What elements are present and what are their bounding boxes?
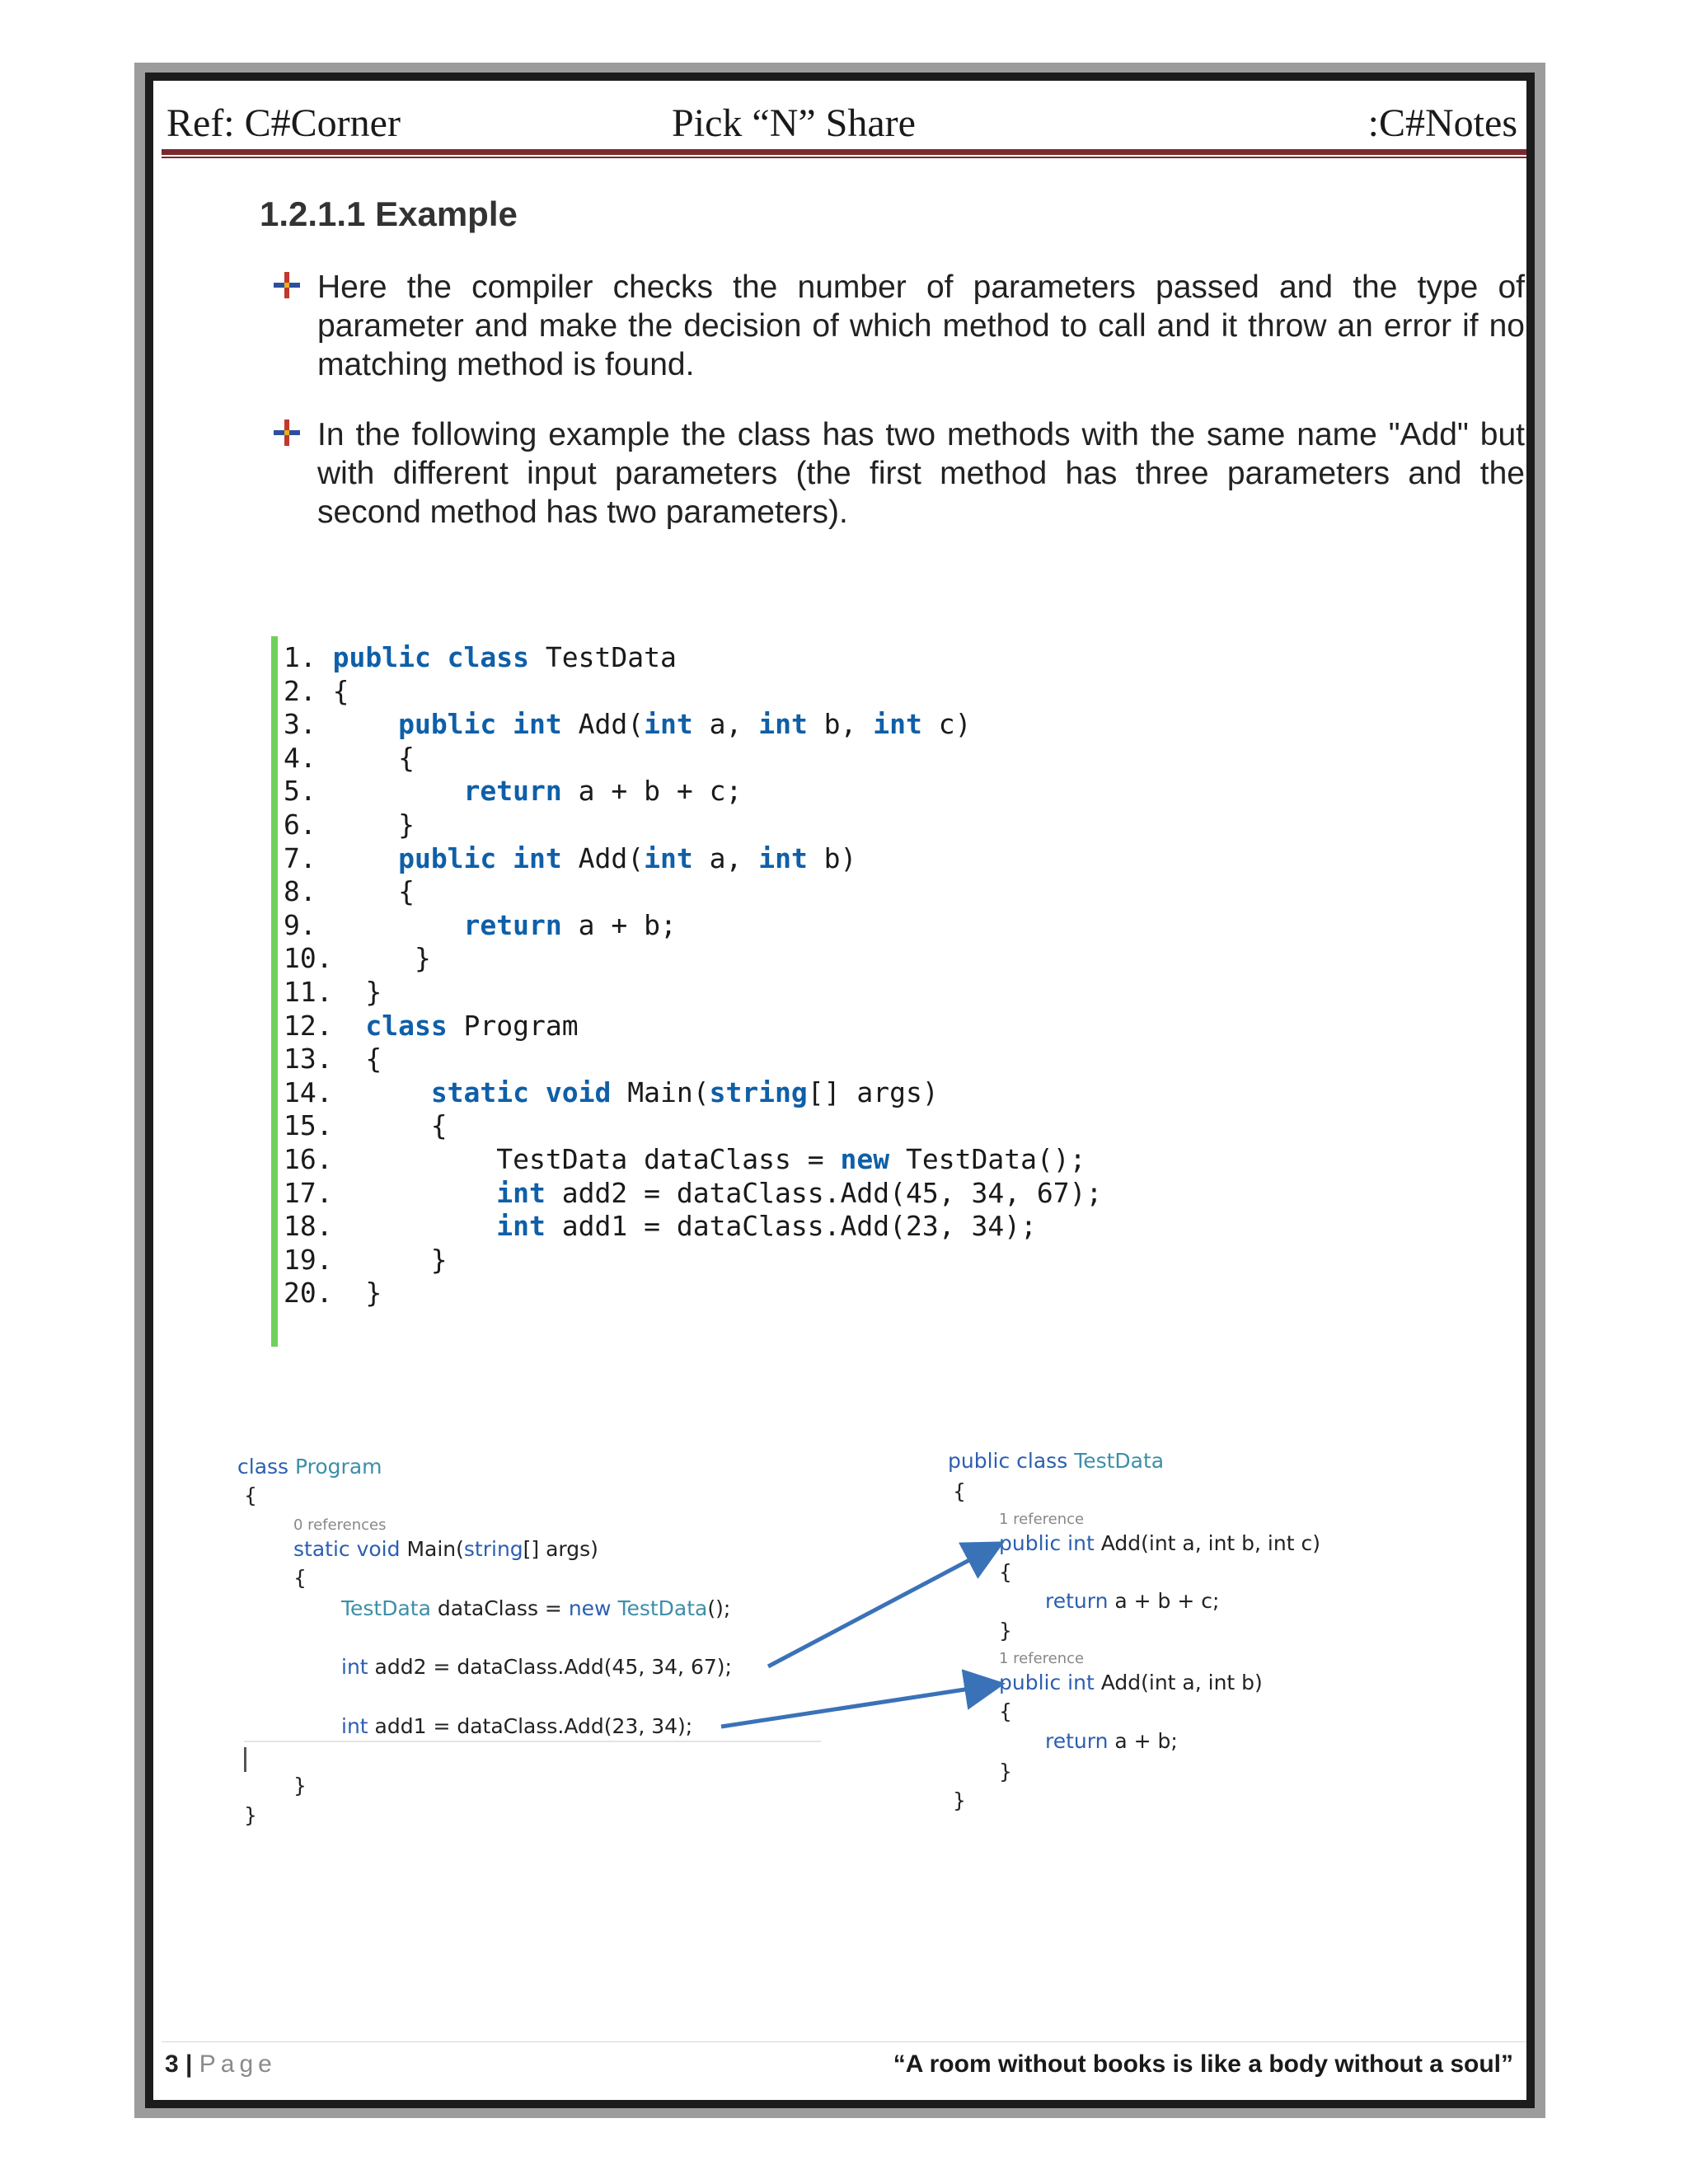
code-text: 11. } <box>284 975 382 1008</box>
code-line <box>284 1043 1102 1076</box>
code-text: 18. <box>284 1210 497 1243</box>
left-new-line: TestData dataClass = new TestData(); <box>341 1596 731 1620</box>
right-reference-1: 1 reference <box>999 1511 1085 1528</box>
code-keyword: new <box>840 1142 890 1175</box>
code-line <box>284 909 1102 943</box>
right-m1-close: } <box>999 1619 1012 1643</box>
code-text: TestData <box>529 641 677 673</box>
left-outer-close: } <box>244 1803 257 1827</box>
right-m1-open: { <box>999 1560 1012 1584</box>
code-accent-bar <box>271 636 278 1347</box>
code-text: a + b; <box>561 908 677 941</box>
code-keyword: string <box>709 1076 808 1108</box>
code-line <box>284 641 1102 675</box>
code-text: Program <box>447 1009 579 1042</box>
code-keyword: int <box>758 841 808 874</box>
header-right: :C#Notes <box>1367 101 1517 145</box>
code-text: Main( <box>611 1076 710 1108</box>
code-keyword: public int <box>398 841 562 874</box>
left-open-brace: { <box>244 1483 257 1507</box>
right-m2-close: } <box>999 1760 1012 1783</box>
right-method2-line: public int Add(int a, int b) <box>999 1671 1263 1694</box>
left-references: 0 references <box>293 1516 387 1534</box>
code-line <box>284 875 1102 909</box>
code-line <box>284 675 1102 709</box>
code-line <box>284 1109 1102 1143</box>
right-method1-line: public int Add(int a, int b, int c) <box>999 1531 1320 1555</box>
arrow-add1-to-method2 <box>721 1685 997 1727</box>
left-add1-line: int add1 = dataClass.Add(23, 34); <box>341 1714 693 1738</box>
code-text: 16. TestData dataClass = <box>284 1142 841 1175</box>
code-text: 17. <box>284 1176 497 1209</box>
bullet-cross-icon <box>272 418 302 448</box>
code-keyword: int <box>873 708 922 741</box>
code-keyword: int <box>758 708 808 741</box>
code-text: 12. <box>284 1009 366 1042</box>
bullet-text: In the following example the class has two methods with the same name "Add" but with different input parameters (the first method has three parameters and the second method has two parameters). <box>317 417 1525 530</box>
left-add2-line: int add2 = dataClass.Add(45, 34, 67); <box>341 1655 732 1679</box>
code-text: a, <box>692 708 759 741</box>
footer-page-label: 3 | Page <box>165 2050 277 2078</box>
code-text: 8. { <box>284 875 415 908</box>
right-m2-return: return a + b; <box>1045 1729 1178 1753</box>
code-line <box>284 1210 1102 1244</box>
code-keyword: return <box>463 908 562 941</box>
left-class-line: class Program <box>237 1455 382 1479</box>
right-class-line: public class TestData <box>948 1449 1165 1473</box>
code-line <box>284 1244 1102 1277</box>
code-line <box>284 842 1102 876</box>
left-main-line: static void Main(string[] args) <box>293 1537 598 1561</box>
code-listing <box>284 641 1102 1310</box>
right-open-brace: { <box>953 1479 966 1503</box>
code-keyword: int <box>496 1210 546 1243</box>
code-text: b) <box>807 841 857 874</box>
code-line <box>284 1277 1102 1310</box>
code-text: c) <box>921 708 972 741</box>
code-text: 13. { <box>284 1043 382 1076</box>
code-keyword: int <box>496 1176 546 1209</box>
code-keyword: int <box>644 841 693 874</box>
code-text: Add( <box>561 708 645 741</box>
code-keyword: static void <box>430 1076 612 1108</box>
header-rule <box>162 149 1526 155</box>
code-text: 10. } <box>284 942 431 975</box>
bullet-text: Here the compiler checks the number of parameters passed and the type of parameter and make the decision of which method to call and it throw an error if no matching method is found. <box>317 269 1525 382</box>
code-text: 15. { <box>284 1109 448 1142</box>
code-line <box>284 742 1102 776</box>
footer-rule <box>162 2041 1526 2042</box>
code-text: a, <box>692 841 759 874</box>
code-text: 9. <box>284 908 464 941</box>
code-text: 6. } <box>284 808 415 841</box>
left-inner-close: } <box>293 1774 307 1797</box>
code-keyword: int <box>644 708 693 741</box>
bullet-cross-icon <box>272 270 302 300</box>
code-text: b, <box>807 708 874 741</box>
code-line <box>284 708 1102 742</box>
code-text: add1 = dataClass.Add(23, 34); <box>545 1210 1037 1243</box>
call-arrows <box>231 1442 1451 1854</box>
code-keyword: class <box>365 1009 448 1042</box>
code-text: 3. <box>284 708 399 741</box>
header-center: Pick “N” Share <box>672 101 916 145</box>
header-left: Ref: C#Corner <box>166 101 401 145</box>
code-text: 7. <box>284 841 399 874</box>
code-text: 20. } <box>284 1277 382 1310</box>
code-text: [] args) <box>807 1076 939 1108</box>
code-keyword: return <box>463 775 562 808</box>
code-line <box>284 1010 1102 1043</box>
arrow-add2-to-method1 <box>768 1545 997 1666</box>
code-text: 14. <box>284 1076 431 1108</box>
code-line <box>284 942 1102 976</box>
right-m2-open: { <box>999 1699 1012 1723</box>
code-text: Add( <box>561 841 645 874</box>
code-keyword: public int <box>398 708 562 741</box>
code-text: 19. } <box>284 1243 448 1276</box>
code-line <box>284 1143 1102 1177</box>
section-title: 1.2.1.1 Example <box>260 194 518 233</box>
right-outer-close: } <box>953 1788 966 1812</box>
code-line <box>284 775 1102 808</box>
code-text: add2 = dataClass.Add(45, 34, 67); <box>545 1176 1103 1209</box>
code-text: 1. <box>284 641 333 673</box>
code-line <box>284 808 1102 842</box>
right-m1-return: return a + b + c; <box>1045 1589 1220 1613</box>
code-text: 4. { <box>284 741 415 774</box>
code-line <box>284 1177 1102 1211</box>
right-reference-2: 1 reference <box>999 1650 1085 1667</box>
code-line <box>284 976 1102 1010</box>
header-rule-thin <box>162 157 1526 158</box>
code-text: 2. { <box>284 674 349 707</box>
code-line <box>284 1076 1102 1110</box>
code-text: a + b + c; <box>561 775 743 808</box>
ide-screenshot <box>231 1442 1451 1854</box>
left-inner-open: { <box>293 1566 307 1590</box>
code-text: TestData(); <box>889 1142 1086 1175</box>
code-text: 5. <box>284 775 464 808</box>
code-keyword: public class <box>332 641 530 673</box>
footer-quote: “A room without books is like a body without a soul” <box>893 2050 1513 2078</box>
